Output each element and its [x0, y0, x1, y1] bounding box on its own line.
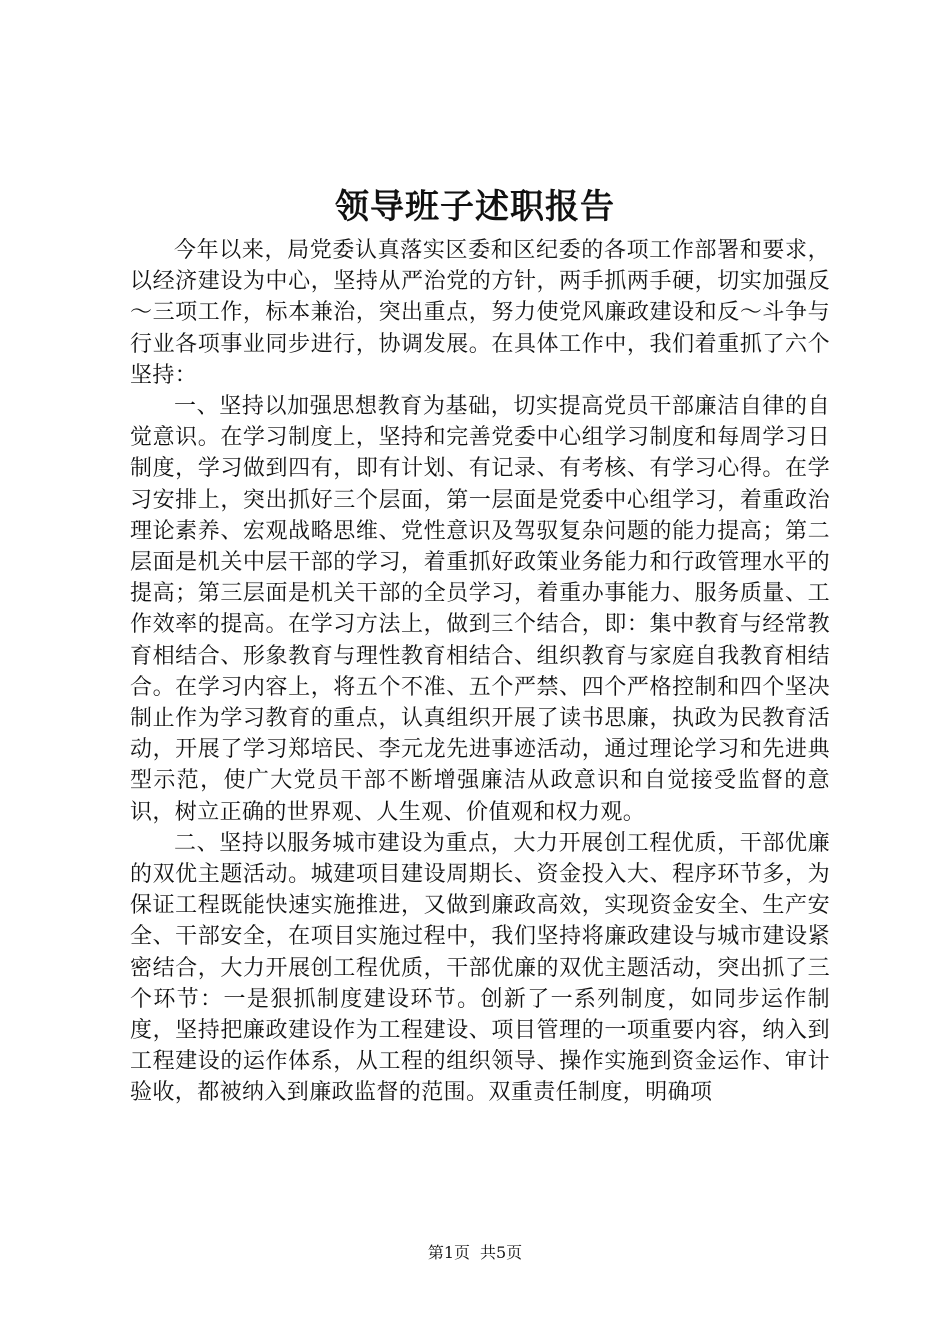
document-title: 领导班子述职报告 [335, 187, 615, 227]
paragraph-section-2: 二、坚持以服务城市建设为重点，大力开展创工程优质，干部优廉的双优主题活动。城建项目建设周期长、资金投入大、程序环节多，为保证工程既能快速实施推进，又做到廉政高效，实现资金安全、生产安全、干部安全，在项目实施过程中，我们坚持将廉政建设与城市建设紧密结合，大力开展创工程优质，干部优廉的双优主题活动，突出抓了三个环节：一是狠抓制度建设环节。创新了一系列制度，如同步运作制度，坚持把廉政建设作为工程建设、项目管理的一项重要内容，纳入到工程建设的运作体系，从工程的组织领导、操作实施到资金运作、审计验收，都被纳入到廉政监督的范围。双重责任制度，明确项 [130, 830, 830, 1106]
page-footer [0, 1243, 950, 1263]
paragraph-section-1: 一、坚持以加强思想教育为基础，切实提高党员干部廉洁自律的自觉意识。在学习制度上，坚持和完善党委中心组学习制度和每周学习日制度，学习做到四有，即有计划、有记录、有考核、有学习心得。在学习安排上，突出抓好三个层面，第一层面是党委中心组学习，着重政治理论素养、宏观战略思维、党性意识及驾驭复杂问题的能力提高；第二层面是机关中层干部的学习，着重抓好政策业务能力和行政管理水平的提高；第三层面是机关干部的全员学习，着重办事能力、服务质量、工作效率的提高。在学习方法上，做到三个结合，即：集中教育与经常教育相结合、形象教育与理性教育相结合、组织教育与家庭自我教育相结合。在学习内容上，将五个不准、五个严禁、四个严格控制和四个坚决制止作为学习教育的重点，认真组织开展了读书思廉，执政为民教育活动，开展了学习郑培民、李元龙先进事迹活动，通过理论学习和先进典型示范，使广大党员干部不断增强廉洁从政意识和自觉接受监督的意识，树立正确的世界观、人生观、价值观和权力观。 [130, 394, 830, 825]
paragraph-intro: 今年以来，局党委认真落实区委和区纪委的各项工作部署和要求，以经济建设为中心，坚持从严治党的方针，两手抓两手硬，切实加强反～三项工作，标本兼治，突出重点，努力使党风廉政建设和反～斗争与行业各项事业同步进行，协调发展。在具体工作中，我们着重抓了六个坚持： [130, 238, 830, 388]
page-total: 共5页 [480, 1243, 523, 1262]
page-number: 第1页 [427, 1243, 470, 1262]
document-body [130, 235, 830, 1109]
